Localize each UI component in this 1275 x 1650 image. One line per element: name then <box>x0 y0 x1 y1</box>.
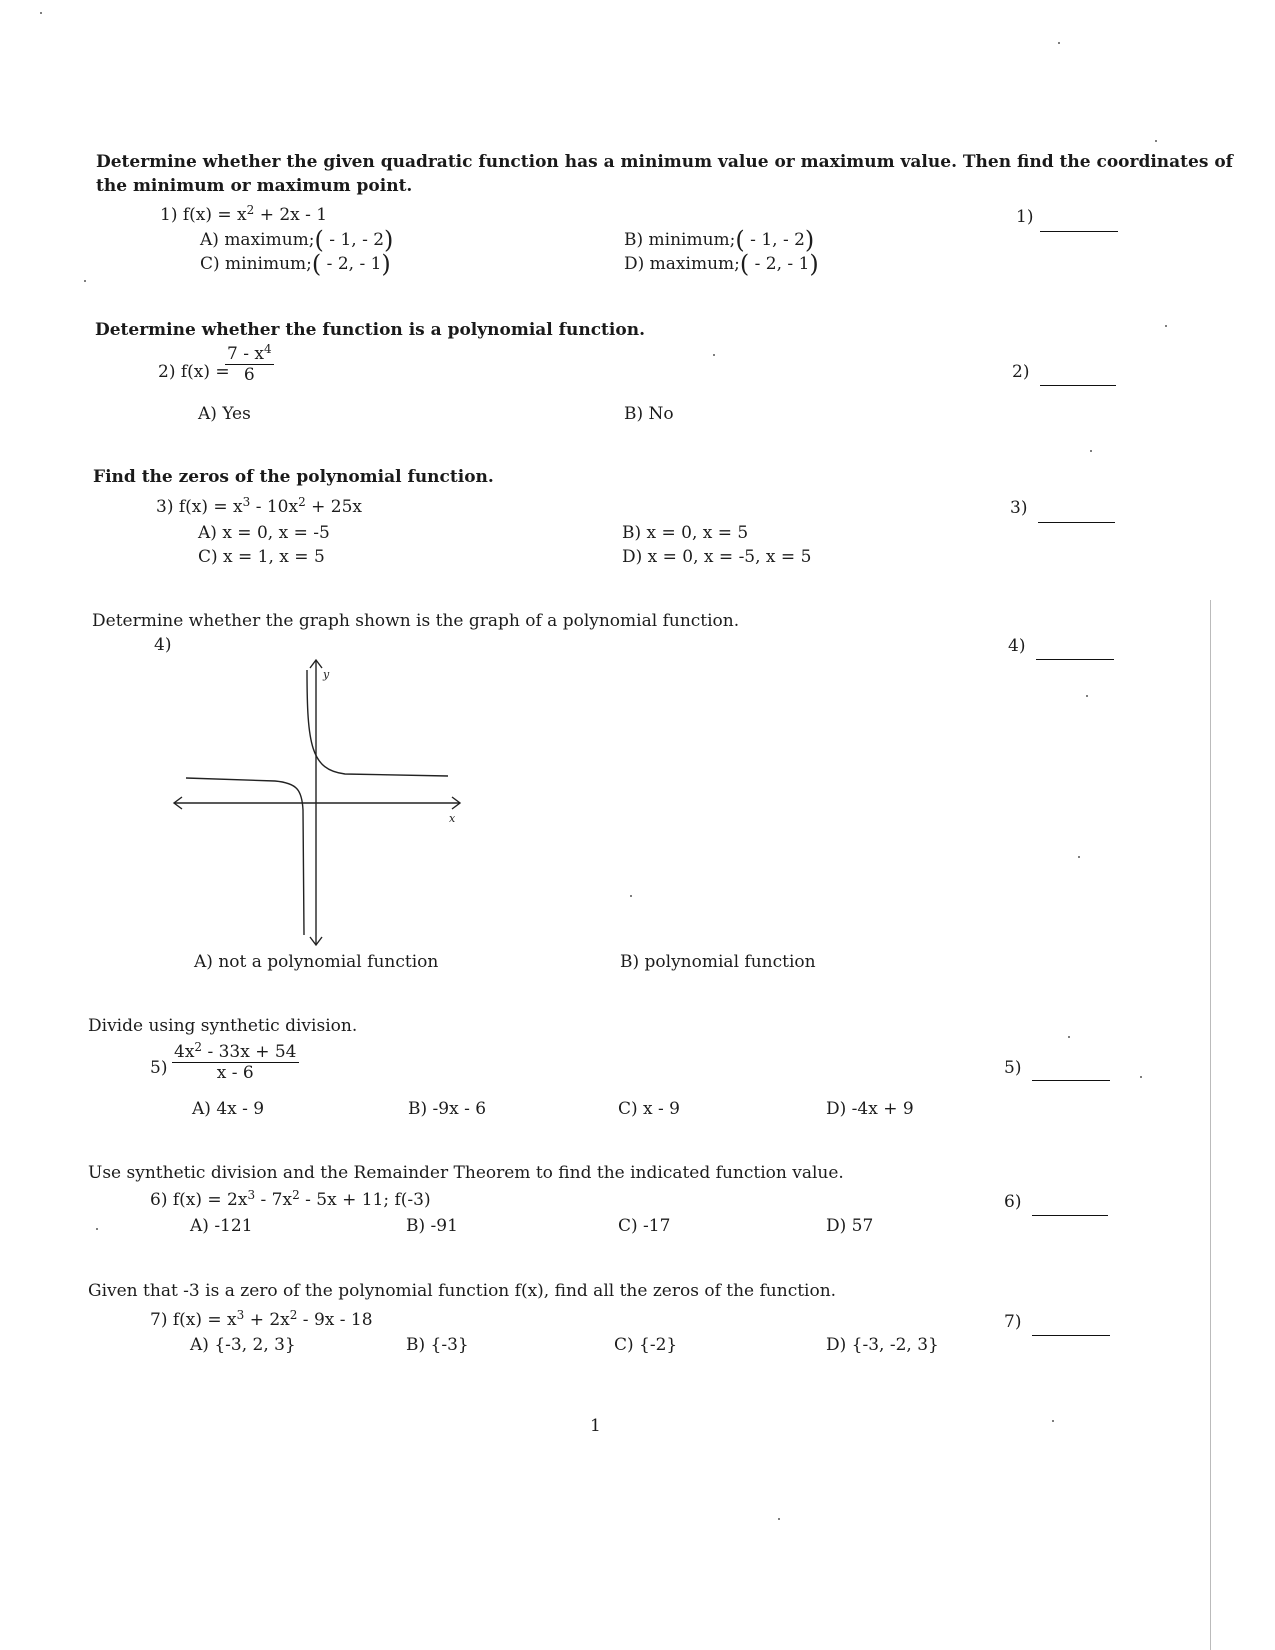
q4-instruction: Determine whether the graph shown is the graph of a polynomial function. <box>92 611 740 631</box>
q2-denominator: 6 <box>243 365 255 385</box>
scan-speck <box>1068 1036 1070 1038</box>
q3-question: 3) $f(x) = x^3 - 10x^2 + 25x$ <box>156 495 362 517</box>
scan-speck <box>1090 450 1092 452</box>
scan-speck <box>84 280 86 282</box>
scan-speck <box>1140 1076 1142 1078</box>
q4-number: 4) <box>154 635 172 655</box>
q7-option-c[interactable]: C) {-2} <box>614 1335 678 1355</box>
q5-instruction: Divide using synthetic division. <box>88 1016 358 1036</box>
q7-option-d[interactable]: D) {-3, -2, 3} <box>826 1335 939 1355</box>
q6-answer-blank[interactable] <box>1032 1215 1108 1216</box>
q3-option-a[interactable]: A) x = 0, x = -5 <box>198 523 330 543</box>
q5-fraction <box>172 1042 299 1083</box>
q2-option-b[interactable]: B) No <box>624 404 674 424</box>
q1-option-b[interactable]: B) minimum;( - 1, - 2) <box>624 226 815 254</box>
q5-option-a[interactable]: A) 4x - 9 <box>192 1099 265 1119</box>
q4-answer-label: 4) <box>1008 636 1026 656</box>
q5-numerator: $4x^2 - 33x + 54$ <box>174 1040 297 1062</box>
curve-right-branch <box>307 670 448 776</box>
q1-number: 1) <box>160 205 178 225</box>
q2-answer-label: 2) <box>1012 362 1030 382</box>
q2-fraction <box>225 344 274 385</box>
scan-speck <box>630 895 632 897</box>
page-number: 1 <box>590 1416 601 1436</box>
q6-option-d[interactable]: D) 57 <box>826 1216 874 1236</box>
q6-question: 6) $f(x) = 2x^3 - 7x^2 - 5x + 11$; f(-3) <box>150 1188 431 1210</box>
scan-speck <box>713 354 715 356</box>
q6-option-c[interactable]: C) -17 <box>618 1216 671 1236</box>
q1-instruction-line1: Determine whether the given quadratic function has a minimum value or maximum value. Then find the coordinates of <box>96 152 1233 172</box>
q4-option-b[interactable]: B) polynomial function <box>620 952 816 972</box>
scan-edge-line <box>1210 600 1211 1650</box>
q5-option-c[interactable]: C) x - 9 <box>618 1099 680 1119</box>
curve-left-branch <box>186 778 304 935</box>
q1-question <box>160 205 327 225</box>
q3-instruction: Find the zeros of the polynomial function. <box>93 467 494 487</box>
q6-answer-label: 6) <box>1004 1192 1022 1212</box>
scan-speck <box>778 1518 780 1520</box>
q3-function: $f(x) = x^3 - 10x^2 + 25x$ <box>178 495 362 517</box>
q7-function: $f(x) = x^3 + 2x^2 - 9x - 18$ <box>172 1308 373 1330</box>
q7-option-b[interactable]: B) {-3} <box>406 1335 469 1355</box>
q1-option-a[interactable]: A) maximum;( - 1, - 2) <box>200 226 394 254</box>
q7-answer-blank[interactable] <box>1032 1335 1110 1336</box>
q1-function: $f(x) = x^2 + 2x - 1$ <box>182 203 328 225</box>
q7-question: 7) $f(x) = x^3 + 2x^2 - 9x - 18$ <box>150 1308 373 1330</box>
q5-answer-blank[interactable] <box>1032 1080 1110 1081</box>
scan-speck <box>1086 695 1088 697</box>
q1-option-d[interactable]: D) maximum;( - 2, - 1) <box>624 250 819 278</box>
q3-option-c[interactable]: C) x = 1, x = 5 <box>198 547 325 567</box>
q2-answer-blank[interactable] <box>1040 385 1116 386</box>
q2-instruction: Determine whether the function is a polynomial function. <box>95 320 645 340</box>
scan-speck <box>40 12 42 14</box>
scan-speck <box>1165 325 1167 327</box>
q1-answer-label: 1) <box>1016 207 1034 227</box>
scan-speck <box>96 1228 98 1230</box>
q6-option-b[interactable]: B) -91 <box>406 1216 458 1236</box>
scan-speck <box>1058 42 1060 44</box>
q4-answer-blank[interactable] <box>1036 659 1114 660</box>
q2-function-prefix: f(x) = <box>180 362 230 382</box>
q3-option-b[interactable]: B) x = 0, x = 5 <box>622 523 749 543</box>
q7-instruction: Given that -3 is a zero of the polynomial function f(x), find all the zeros of the function. <box>88 1281 837 1301</box>
q6-instruction: Use synthetic division and the Remainder Theorem to find the indicated function value. <box>88 1163 844 1183</box>
q1-answer-blank[interactable] <box>1040 231 1118 232</box>
q5-option-d[interactable]: D) -4x + 9 <box>826 1099 914 1119</box>
q5-number: 5) <box>150 1058 168 1078</box>
x-axis-label: x <box>449 812 456 825</box>
q2-option-a[interactable]: A) Yes <box>198 404 251 424</box>
q1-instruction-line2: the minimum or maximum point. <box>96 176 413 196</box>
q5-denominator: x - 6 <box>216 1063 254 1083</box>
q4-option-a[interactable]: A) not a polynomial function <box>194 952 439 972</box>
q6-function: $f(x) = 2x^3 - 7x^2 - 5x + 11$; f(-3) <box>172 1188 431 1210</box>
q2-numerator: $7 - x^4$ <box>227 342 272 364</box>
q5-option-b[interactable]: B) -9x - 6 <box>408 1099 487 1119</box>
q5-answer-label: 5) <box>1004 1058 1022 1078</box>
q3-answer-label: 3) <box>1010 498 1028 518</box>
scan-speck <box>1078 856 1080 858</box>
scan-speck <box>1052 1420 1054 1422</box>
q2-number: 2) f(x) = <box>158 362 230 382</box>
y-axis-label: y <box>323 668 330 681</box>
q6-option-a[interactable]: A) -121 <box>190 1216 253 1236</box>
q1-option-c[interactable]: C) minimum;( - 2, - 1) <box>200 250 391 278</box>
q3-answer-blank[interactable] <box>1038 522 1115 523</box>
scan-speck <box>1155 140 1157 142</box>
q7-option-a[interactable]: A) {-3, 2, 3} <box>190 1335 296 1355</box>
q7-answer-label: 7) <box>1004 1312 1022 1332</box>
q3-option-d[interactable]: D) x = 0, x = -5, x = 5 <box>622 547 812 567</box>
q4-graph <box>160 650 480 960</box>
